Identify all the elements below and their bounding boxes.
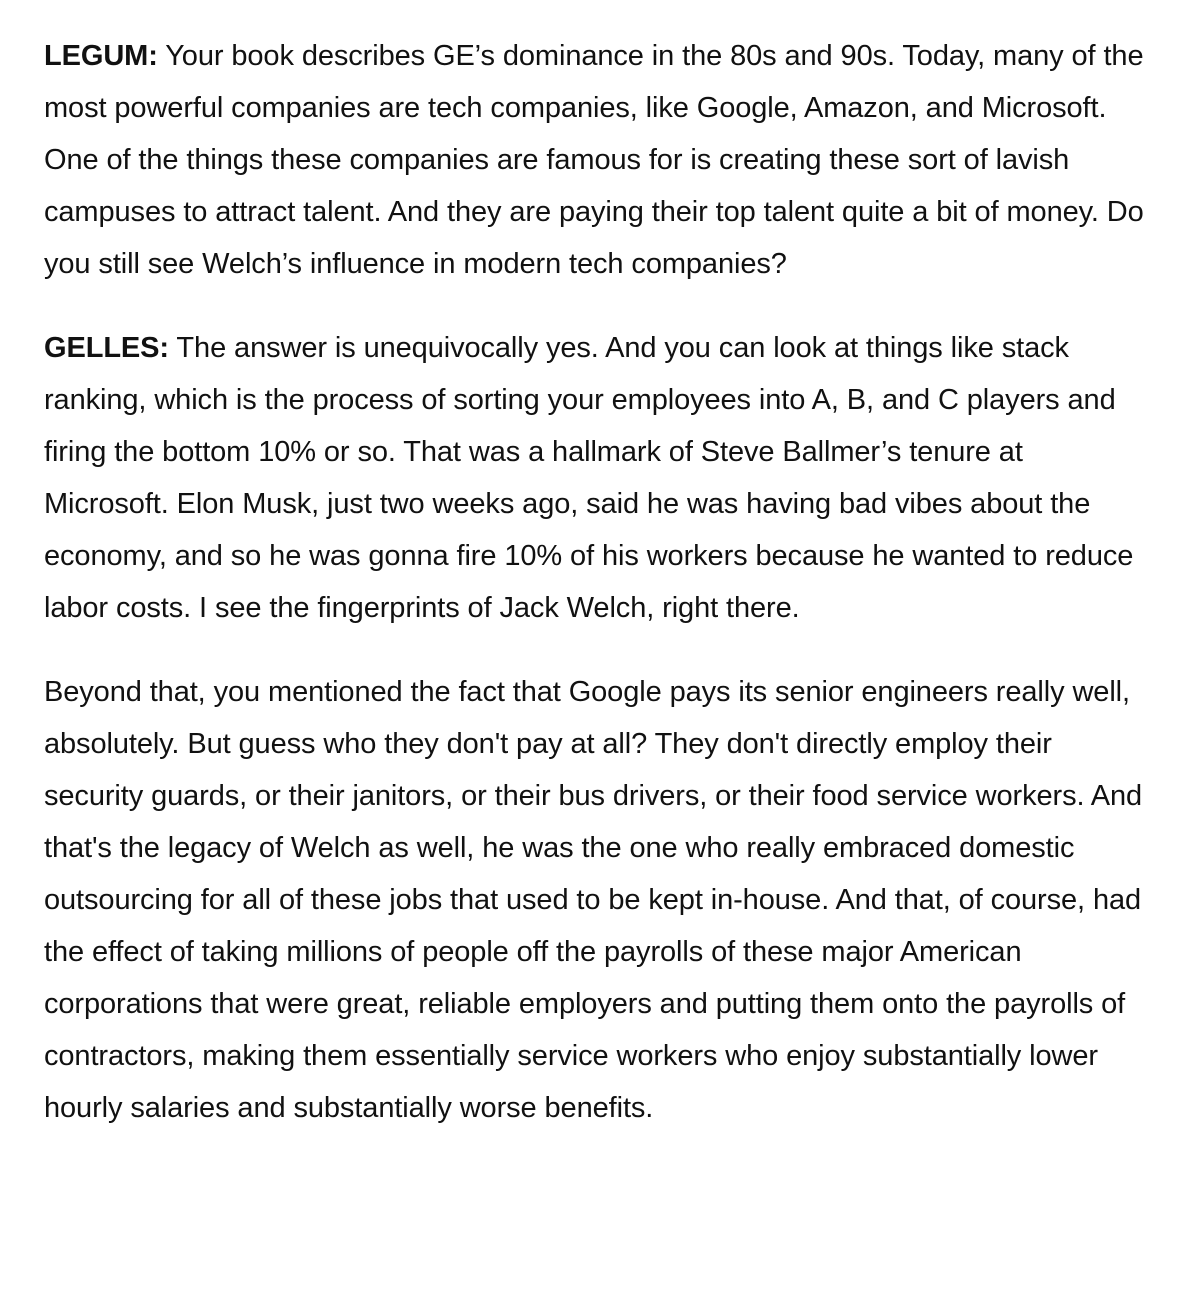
interview-article <box>44 30 1152 1134</box>
paragraph-legum-question <box>44 30 1152 290</box>
speaker-label-gelles: GELLES: <box>44 332 169 364</box>
paragraph-text: Your book describes GE’s dominance in the 80s and 90s. Today, many of the most powerful companies are tech companies, like Google, Amazon, and Microsoft. One of the things these companies are famous for is creating these sort of lavish campuses to attract talent. And they are paying their top talent quite a bit of money. Do you still see Welch’s influence in modern tech companies? <box>44 40 1144 280</box>
paragraph-gelles-continued <box>44 666 1152 1134</box>
paragraph-text: Beyond that, you mentioned the fact that Google pays its senior engineers really well, absolutely. But guess who they don't pay at all? They don't directly employ their security guards, or their janitors, or their bus drivers, or their food service workers. And that's the legacy of Welch as well, he was the one who really embraced domestic outsourcing for all of these jobs that used to be kept in-house. And that, of course, had the effect of taking millions of people off the payrolls of these major American corporations that were great, reliable employers and putting them onto the payrolls of contractors, making them essentially service workers who enjoy substantially lower hourly salaries and substantially worse benefits. <box>44 676 1143 1124</box>
paragraph-gelles-answer <box>44 322 1152 634</box>
paragraph-text: The answer is unequivocally yes. And you can look at things like stack ranking, which is the process of sorting your employees into A, B, and C players and firing the bottom 10% or so. That was a hallmark of Steve Ballmer’s tenure at Microsoft. Elon Musk, just two weeks ago, said he was having bad vibes about the economy, and so he was gonna fire 10% of his workers because he wanted to reduce labor costs. I see the fingerprints of Jack Welch, right there. <box>44 332 1134 624</box>
speaker-label-legum: LEGUM: <box>44 40 158 72</box>
